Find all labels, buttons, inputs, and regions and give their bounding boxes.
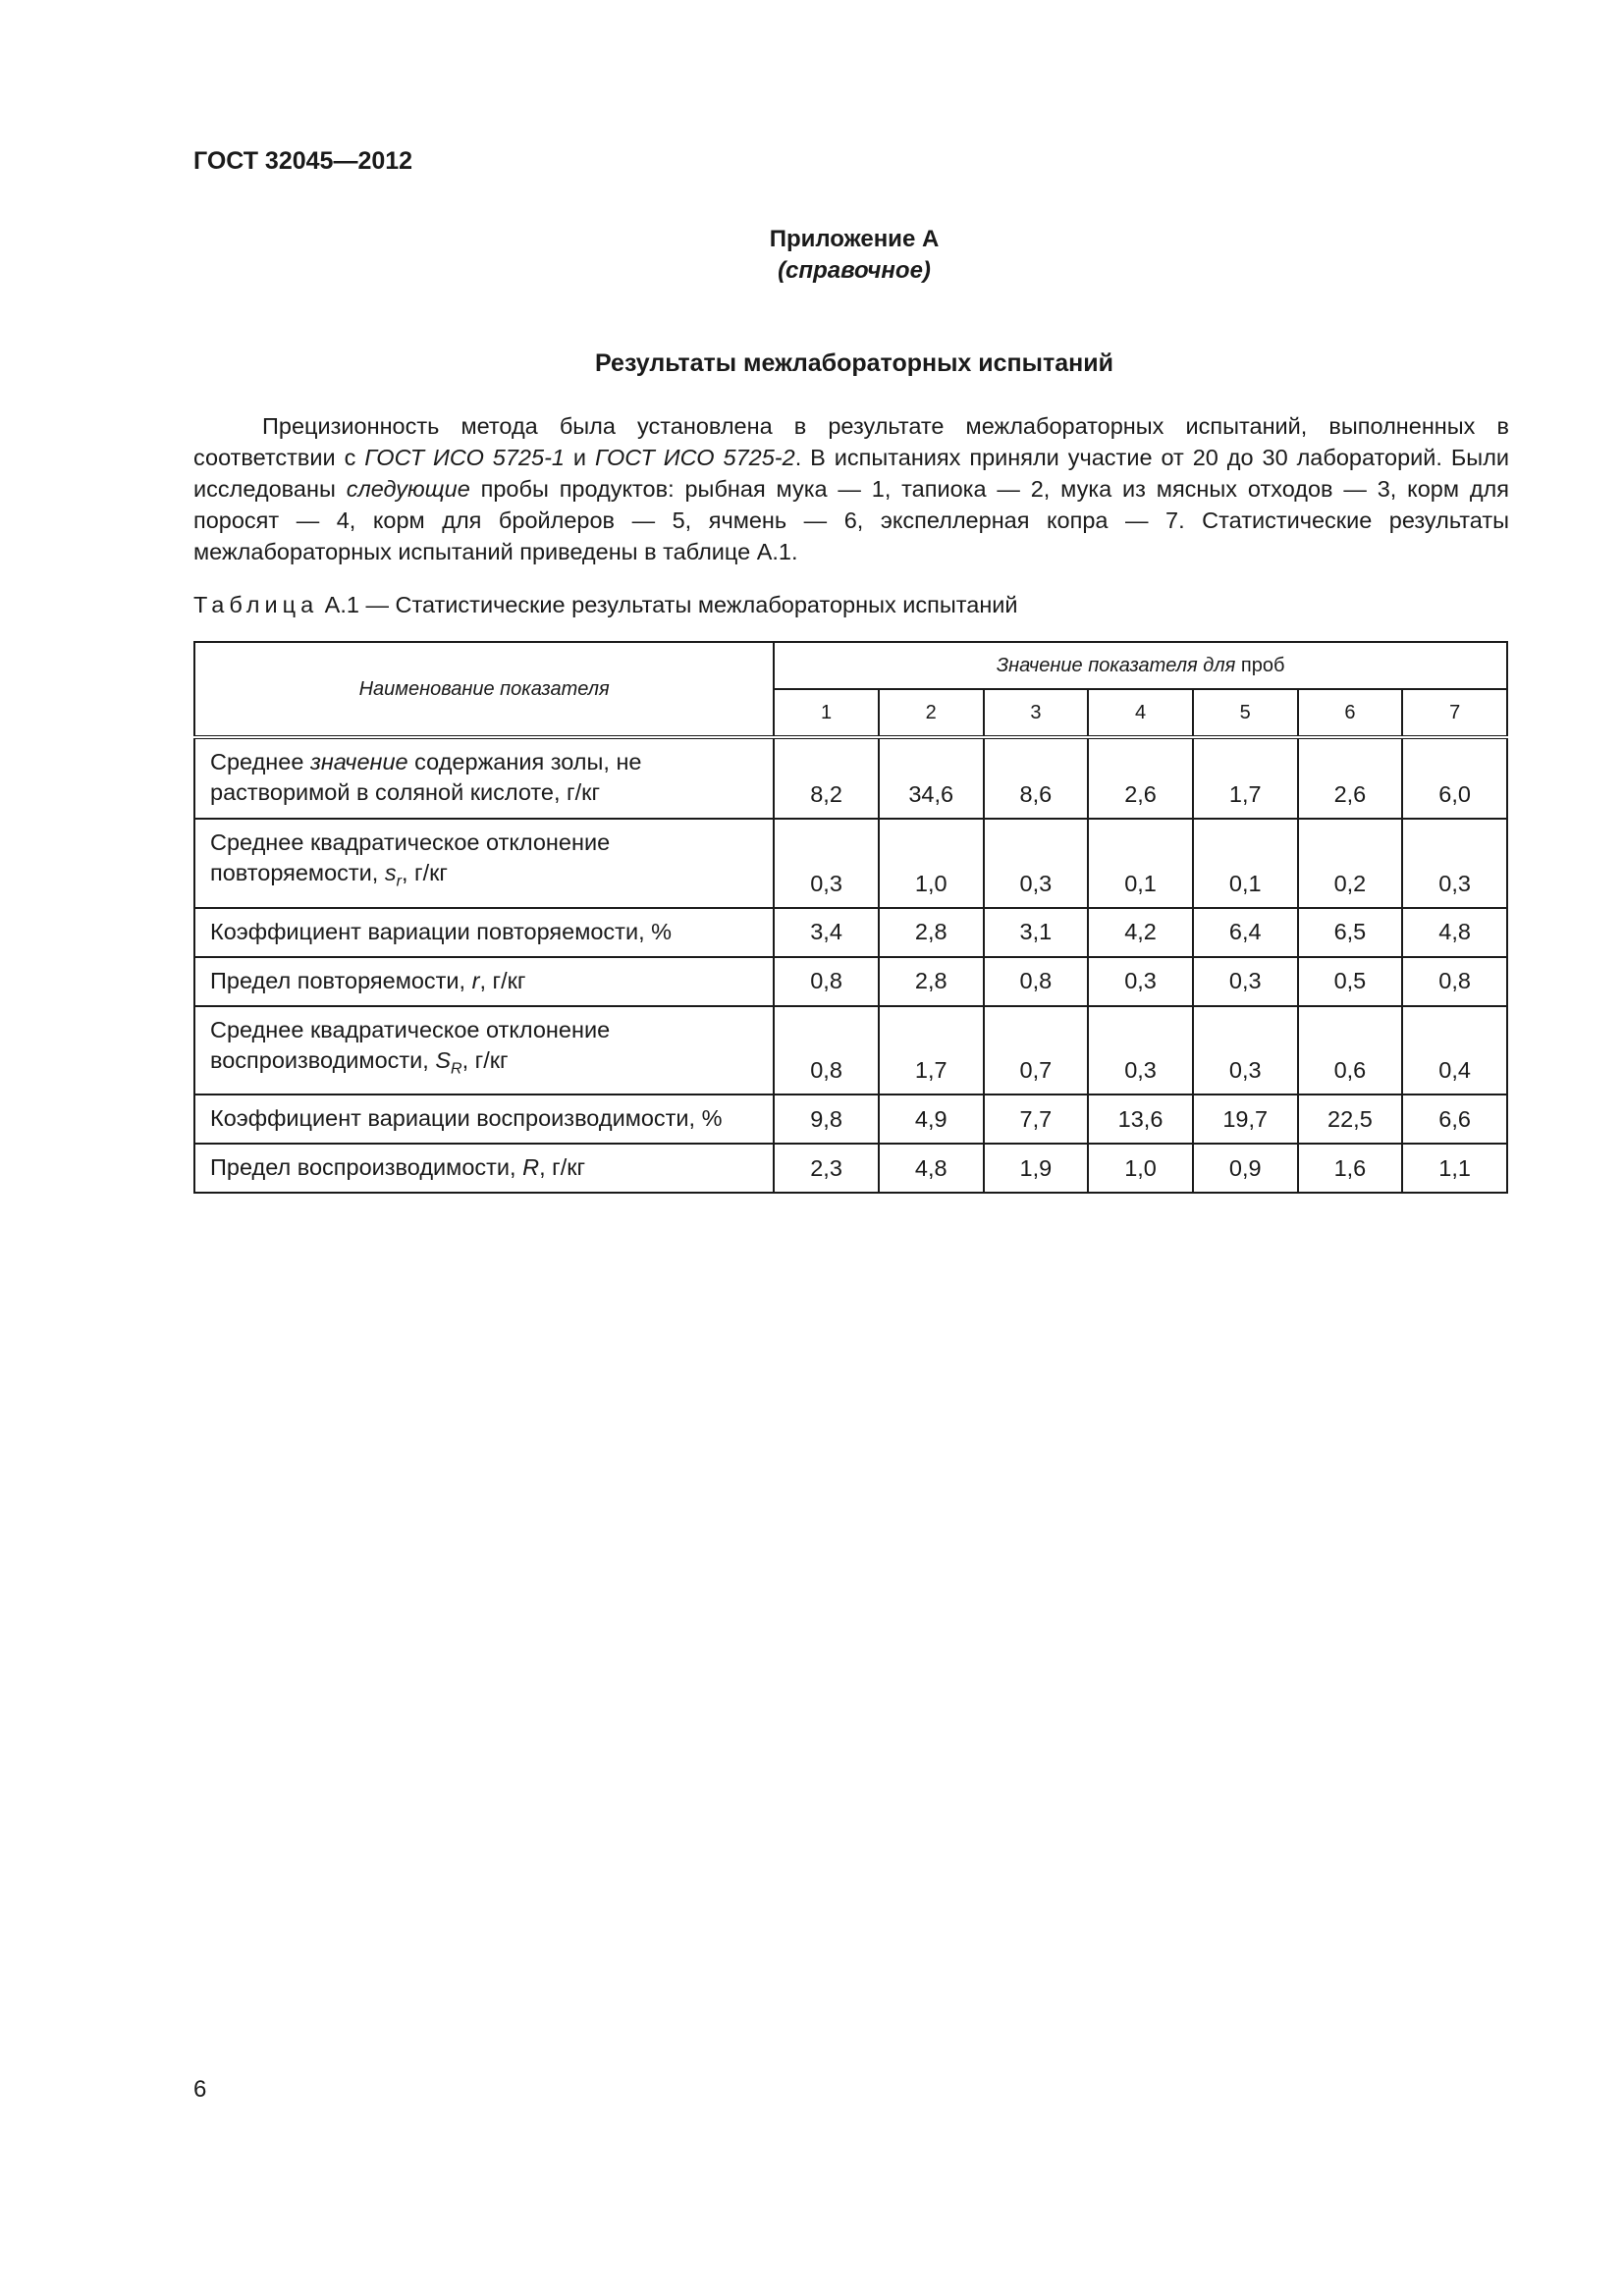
table-caption-label: Таблица — [193, 592, 319, 617]
indicator-name-cell — [194, 1144, 774, 1193]
indicator-name-cell — [194, 957, 774, 1006]
indicator-name-text: Предел повторяемости, — [210, 967, 472, 993]
table-row — [194, 908, 1507, 957]
indicator-symbol-subscript: R — [451, 1060, 462, 1078]
indicator-name-text: Среднее — [210, 749, 310, 774]
appendix-title: Приложение А — [769, 226, 940, 252]
value-cell: 6,0 — [1402, 737, 1507, 819]
value-cell: 2,8 — [879, 908, 984, 957]
table-row — [194, 1095, 1507, 1144]
value-cell: 1,0 — [879, 819, 984, 908]
table-caption-text: А.1 — Статистические результаты межлабораторных испытаний — [318, 592, 1018, 617]
value-cell: 0,3 — [774, 819, 879, 908]
indicator-symbol: S — [435, 1046, 452, 1073]
emphasis-text: следующие — [346, 476, 470, 502]
indicator-name-text: Среднее квадратическое отклонение повторяемости, — [210, 829, 611, 885]
indicator-symbol: R — [522, 1154, 540, 1181]
column-group-header-italic: Значение показателя для — [996, 654, 1236, 676]
sample-number-header: 4 — [1088, 689, 1193, 737]
value-cell: 22,5 — [1298, 1095, 1403, 1144]
sample-number-header: 2 — [879, 689, 984, 737]
value-cell: 4,9 — [879, 1095, 984, 1144]
value-cell: 6,4 — [1193, 908, 1298, 957]
value-cell: 9,8 — [774, 1095, 879, 1144]
standard-reference: ГОСТ ИСО 5725-2 — [595, 445, 795, 470]
value-cell: 2,8 — [879, 957, 984, 1006]
appendix-heading — [0, 224, 1624, 287]
value-cell: 0,7 — [984, 1006, 1089, 1095]
value-cell: 0,3 — [1193, 957, 1298, 1006]
value-cell: 3,4 — [774, 908, 879, 957]
table-row — [194, 1006, 1507, 1095]
value-cell: 0,9 — [1193, 1144, 1298, 1193]
value-cell: 0,8 — [774, 1006, 879, 1095]
column-header-name: Наименование показателя — [194, 642, 774, 737]
value-cell: 1,6 — [1298, 1144, 1403, 1193]
indicator-name-emphasis: значение — [309, 749, 408, 774]
value-cell: 13,6 — [1088, 1095, 1193, 1144]
value-cell: 8,2 — [774, 737, 879, 819]
value-cell: 2,6 — [1088, 737, 1193, 819]
value-cell: 34,6 — [879, 737, 984, 819]
paragraph-text: пробы продуктов: рыбная мука — 1, тапиока — 2, мука из мясных отходов — 3, корм для поросят — 4, корм для бройлеров — 5, ячмень — 6, экспеллерная копра — 7. Статистические результаты межлабораторных испытаний приведены в таблице А.1. — [193, 476, 1509, 564]
value-cell: 2,3 — [774, 1144, 879, 1193]
column-group-header — [774, 642, 1507, 689]
value-cell: 0,6 — [1298, 1006, 1403, 1095]
indicator-name-cell — [194, 1006, 774, 1095]
table-row — [194, 957, 1507, 1006]
indicator-name-cell — [194, 819, 774, 908]
appendix-subtitle: (справочное) — [778, 257, 931, 284]
table-row — [194, 819, 1507, 908]
indicator-name-cell — [194, 737, 774, 819]
indicator-name-text: , г/кг — [461, 1046, 509, 1073]
value-cell: 0,1 — [1193, 819, 1298, 908]
value-cell: 8,6 — [984, 737, 1089, 819]
value-cell: 4,8 — [1402, 908, 1507, 957]
value-cell: 0,4 — [1402, 1006, 1507, 1095]
paragraph-text: Прецизионность метода была установлена в результате межлабораторных испытаний, выполненных в соответствии с — [193, 413, 1509, 470]
value-cell: 0,3 — [1402, 819, 1507, 908]
indicator-name-text: Среднее квадратическое отклонение воспроизводимости, — [210, 1016, 611, 1073]
value-cell: 0,3 — [984, 819, 1089, 908]
value-cell: 4,2 — [1088, 908, 1193, 957]
value-cell: 1,7 — [1193, 737, 1298, 819]
value-cell: 0,1 — [1088, 819, 1193, 908]
value-cell: 0,3 — [1088, 1006, 1193, 1095]
table-header-row — [194, 642, 1507, 689]
table-body — [194, 737, 1507, 1193]
document-header: ГОСТ 32045—2012 — [193, 147, 413, 175]
standard-reference: ГОСТ ИСО 5725-1 — [364, 445, 565, 470]
value-cell: 1,0 — [1088, 1144, 1193, 1193]
indicator-name-text: , г/кг — [401, 860, 448, 885]
value-cell: 4,8 — [879, 1144, 984, 1193]
indicator-symbol: r — [471, 967, 480, 993]
body-paragraph — [193, 410, 1509, 567]
sample-number-header: 7 — [1402, 689, 1507, 737]
value-cell: 0,5 — [1298, 957, 1403, 1006]
sample-number-header: 6 — [1298, 689, 1403, 737]
sample-number-header: 3 — [984, 689, 1089, 737]
value-cell: 2,6 — [1298, 737, 1403, 819]
sample-number-header: 1 — [774, 689, 879, 737]
value-cell: 7,7 — [984, 1095, 1089, 1144]
value-cell: 1,7 — [879, 1006, 984, 1095]
indicator-name-text: Коэффициент вариации воспроизводимости, % — [210, 1105, 723, 1132]
value-cell: 19,7 — [1193, 1095, 1298, 1144]
value-cell: 6,5 — [1298, 908, 1403, 957]
paragraph-text: . В испытаниях приняли участие от 20 до 30 лабораторий. Были исследованы — [193, 445, 1510, 502]
indicator-name-text: , г/кг — [539, 1154, 586, 1181]
column-group-header-tail: проб — [1235, 654, 1285, 676]
sample-number-header: 5 — [1193, 689, 1298, 737]
value-cell: 0,8 — [984, 957, 1089, 1006]
indicator-name-text: , г/кг — [479, 967, 526, 993]
value-cell: 0,8 — [774, 957, 879, 1006]
statistics-table — [193, 641, 1508, 1194]
indicator-name-text: Предел воспроизводимости, — [210, 1154, 523, 1181]
section-title: Результаты межлабораторных испытаний — [594, 349, 1113, 377]
indicator-name-cell — [194, 1095, 774, 1144]
indicator-symbol-subscript: r — [396, 873, 402, 890]
value-cell: 1,1 — [1402, 1144, 1507, 1193]
value-cell: 0,2 — [1298, 819, 1403, 908]
value-cell: 0,3 — [1193, 1006, 1298, 1095]
value-cell: 1,9 — [984, 1144, 1089, 1193]
indicator-name-text: содержания золы, не растворимой в соляной кислоте, г/кг — [210, 749, 642, 805]
paragraph-text: и — [564, 445, 595, 470]
indicator-symbol: s — [384, 860, 397, 885]
table-row — [194, 737, 1507, 819]
value-cell: 0,3 — [1088, 957, 1193, 1006]
value-cell: 0,8 — [1402, 957, 1507, 1006]
page-number: 6 — [193, 2076, 207, 2103]
indicator-name-text: Коэффициент вариации повторяемости, % — [210, 918, 673, 944]
value-cell: 3,1 — [984, 908, 1089, 957]
table-row — [194, 1144, 1507, 1193]
table-caption — [193, 592, 1018, 618]
indicator-name-cell — [194, 908, 774, 957]
value-cell: 6,6 — [1402, 1095, 1507, 1144]
